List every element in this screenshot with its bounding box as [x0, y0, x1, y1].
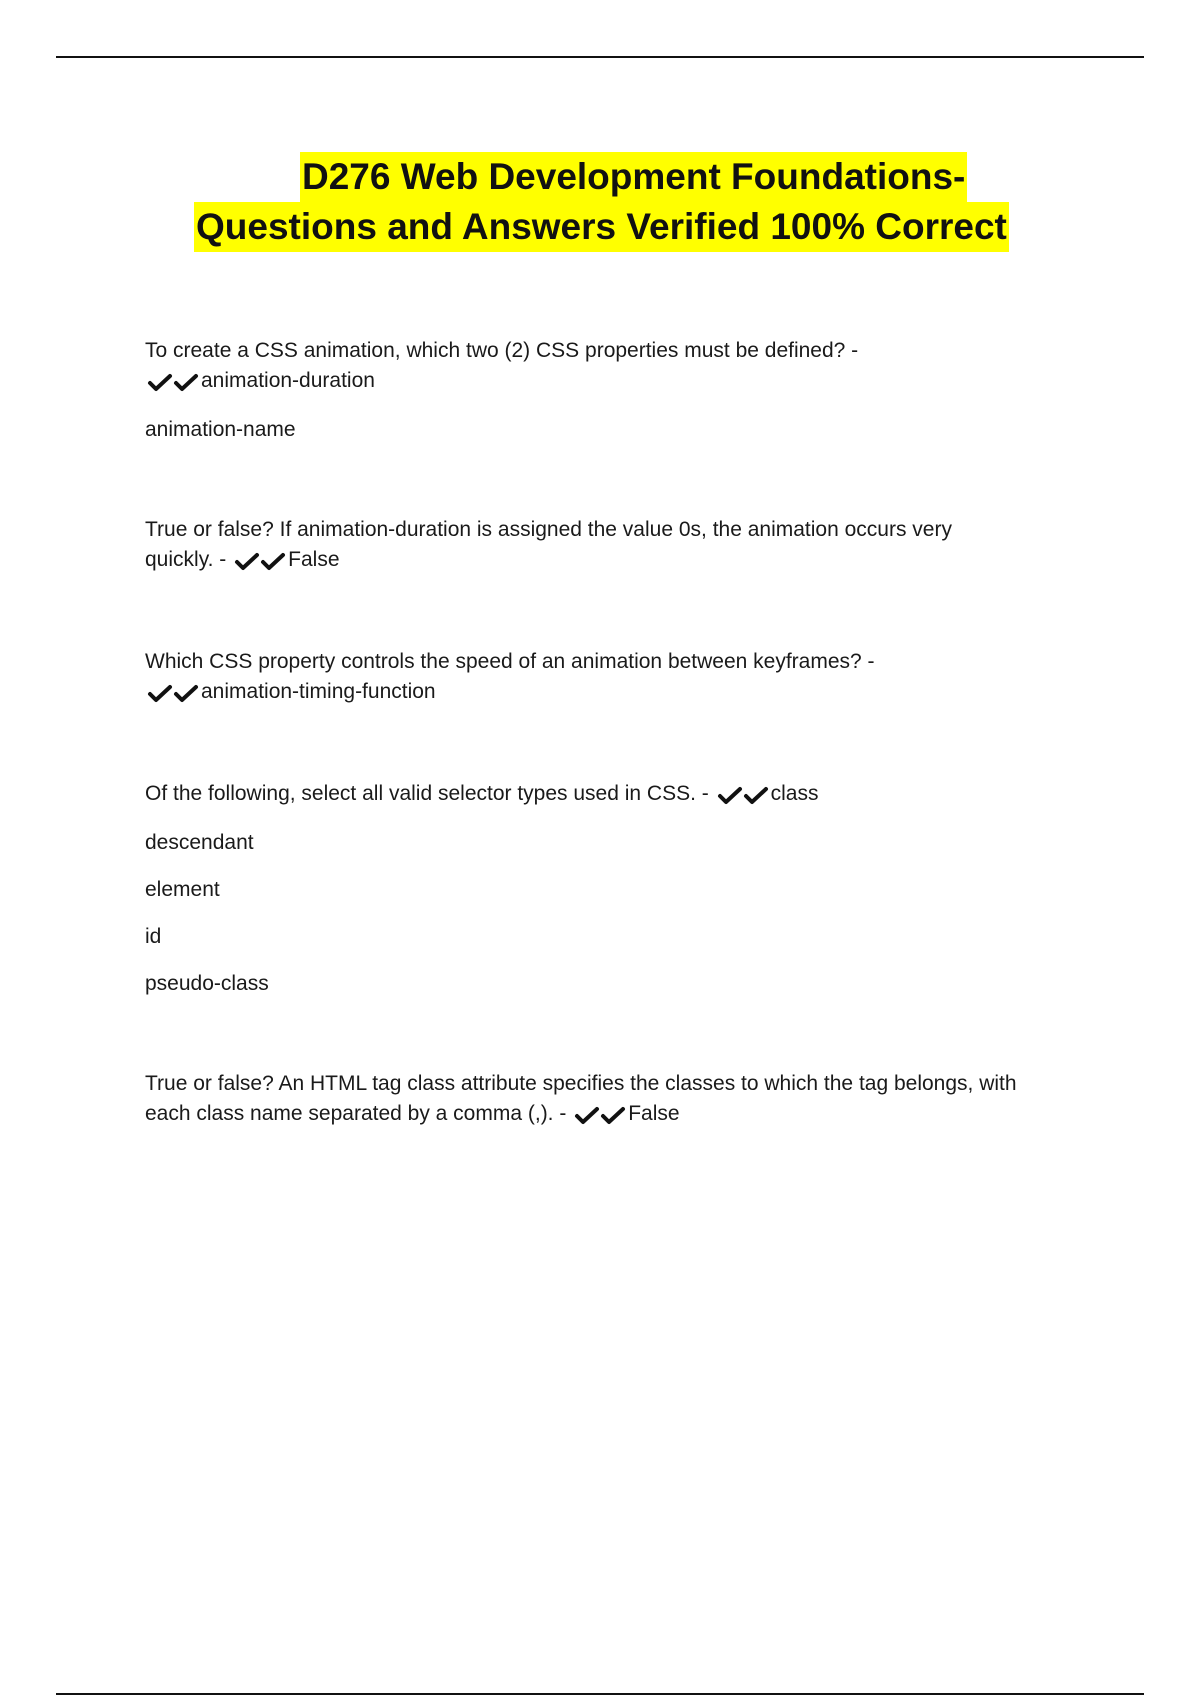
answer-text: id — [145, 925, 162, 948]
top-rule — [56, 56, 1144, 58]
question-text: True or false? If animation-duration is assigned the value 0s, the animation occurs very — [145, 518, 952, 541]
question-text: quickly. — [145, 548, 214, 571]
check-mark-icon — [234, 551, 260, 573]
answer-text: animation-name — [145, 418, 296, 441]
answer-text: False — [288, 548, 340, 571]
question-text: Of the following, select all valid selector types used in CSS. — [145, 782, 696, 805]
double-check-mark-icon — [147, 368, 199, 398]
title-line-1: D276 Web Development Foundations- — [300, 152, 967, 202]
question-text: True or false? An HTML tag class attribute specifies the classes to which the tag belongs, with — [145, 1072, 1017, 1095]
double-check-mark-icon — [717, 781, 769, 811]
question-text: Which CSS property controls the speed of an animation between keyframes? — [145, 650, 862, 673]
qa-item-2 — [145, 515, 1075, 577]
qa-item-1 — [145, 336, 1075, 445]
title-line-2: Questions and Answers Verified 100% Correct — [194, 202, 1009, 252]
question-separator: - — [213, 548, 233, 571]
question-text: To create a CSS animation, which two (2) CSS properties must be defined? — [145, 339, 846, 362]
question-separator: - — [845, 339, 865, 362]
answer-text: pseudo-class — [145, 972, 269, 995]
check-mark-icon — [173, 372, 199, 394]
qa-item-5 — [145, 1069, 1075, 1131]
question-text: each class name separated by a comma (,). — [145, 1102, 554, 1125]
qa-item-4 — [145, 779, 1075, 999]
check-mark-icon — [147, 683, 173, 705]
double-check-mark-icon — [234, 547, 286, 577]
question-separator: - — [861, 650, 881, 673]
double-check-mark-icon — [147, 679, 199, 709]
check-mark-icon — [260, 551, 286, 573]
check-mark-icon — [717, 785, 743, 807]
answer-text: descendant — [145, 831, 254, 854]
answer-text: animation-duration — [201, 369, 375, 392]
bottom-rule — [56, 1693, 1144, 1695]
answer-text: element — [145, 878, 220, 901]
question-separator: - — [553, 1102, 573, 1125]
check-mark-icon — [147, 372, 173, 394]
qa-item-3 — [145, 647, 1075, 709]
answer-text: animation-timing-function — [201, 680, 436, 703]
qa-list — [145, 336, 1075, 1131]
answer-text: class — [770, 782, 819, 805]
double-check-mark-icon — [574, 1101, 626, 1131]
check-mark-icon — [743, 785, 769, 807]
answer-text: False — [628, 1102, 680, 1125]
check-mark-icon — [574, 1105, 600, 1127]
check-mark-icon — [173, 683, 199, 705]
question-separator: - — [695, 782, 715, 805]
check-mark-icon — [600, 1105, 626, 1127]
